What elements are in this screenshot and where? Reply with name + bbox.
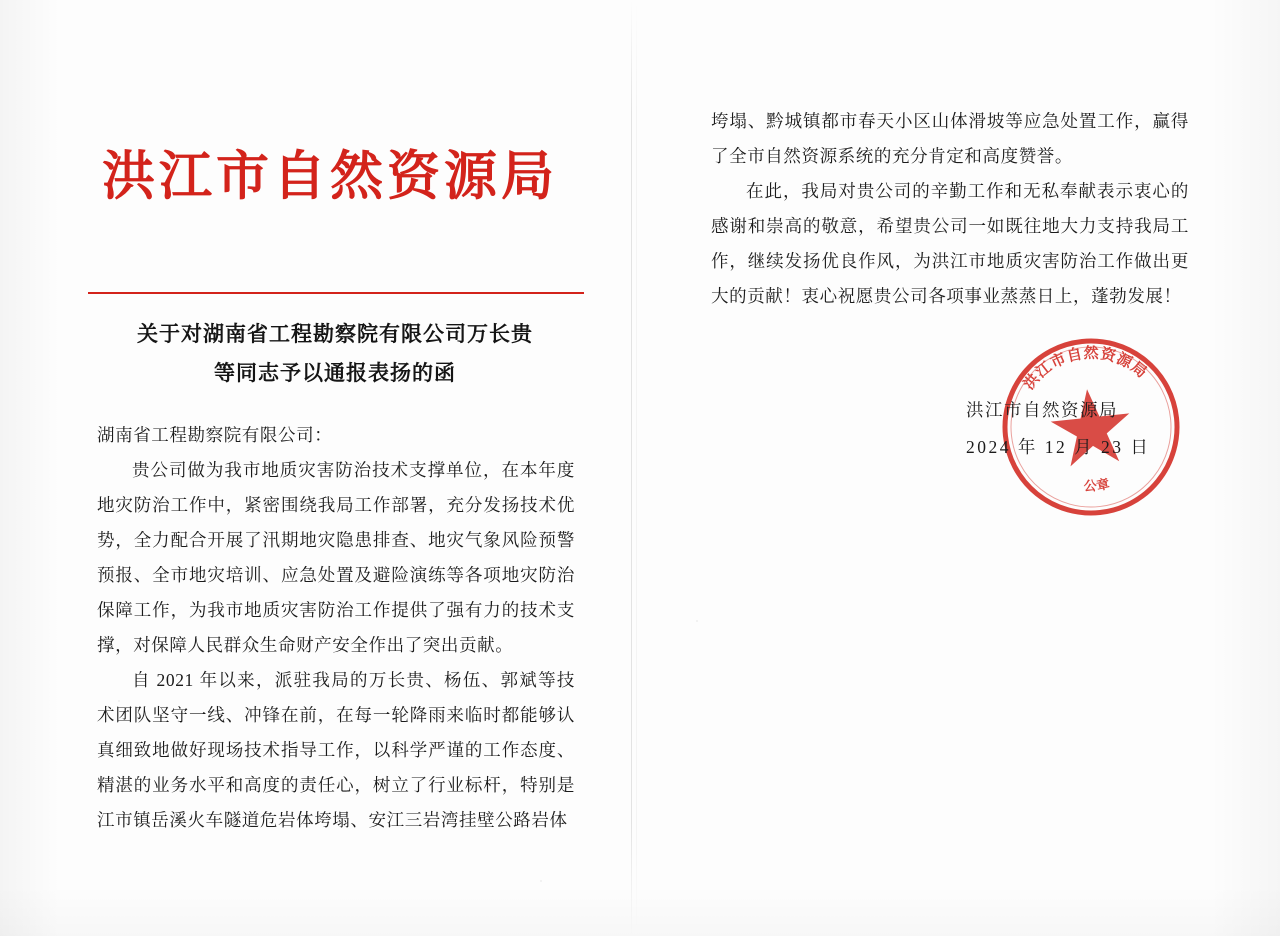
scan-speck	[540, 880, 542, 882]
letterhead-divider	[88, 292, 584, 294]
body-paragraph-2: 自 2021 年以来，派驻我局的万长贵、杨伍、郭斌等技术团队坚守一线、冲锋在前，在每一轮降雨来临时都能够认真细致地做好现场技术指导工作，以科学严谨的工作态度、精湛的业务水平和高度的责任心，树立了行业标杆，特别是江市镇岳溪火车隧道危岩体垮塌、安江三岩湾挂壁公路岩体	[97, 670, 575, 830]
document-body-right	[711, 104, 1189, 314]
signature-organization: 洪江市自然资源局	[966, 400, 1118, 420]
page-title	[95, 315, 575, 393]
scan-speck	[696, 620, 698, 622]
document-title-line-1: 关于对湖南省工程勘察院有限公司万长贵	[137, 322, 533, 346]
body-paragraph-1: 贵公司做为我市地质灾害防治技术支撑单位，在本年度地灾防治工作中，紧密围绕我局工作部署，充分发扬技术优势，全力配合开展了汛期地灾隐患排查、地灾气象风险预警预报、全市地灾培训、应急处置及避险演练等各项地灾防治保障工作，为我市地质灾害防治工作提供了强有力的技术支撑，对保障人民群众生命财产安全作出了突出贡献。	[97, 460, 575, 655]
document-title-line-2: 等同志予以通报表扬的函	[214, 360, 456, 385]
body-paragraph-3: 垮塌、黔城镇都市春天小区山体滑坡等应急处置工作，赢得了全市自然资源系统的充分肯定和高度赞誉。	[711, 111, 1189, 166]
svg-text:洪江市自然资源局	[1017, 337, 1152, 394]
document-body-left	[97, 418, 575, 838]
letterhead-title: 洪江市自然资源局	[102, 148, 558, 206]
salutation: 湖南省工程勘察院有限公司：	[97, 425, 333, 445]
document-page-left	[0, 0, 631, 936]
document-page-right	[636, 0, 1280, 936]
svg-text:公章	[1082, 475, 1112, 494]
seal-bottom-text: 公章	[1083, 475, 1113, 494]
signature-date: 2024 年 12 月 23 日	[966, 436, 1151, 457]
signature-block	[966, 392, 1196, 466]
body-paragraph-4: 在此，我局对贵公司的辛勤工作和无私奉献表示衷心的感谢和崇高的敬意，希望贵公司一如既往地大力支持我局工作，继续发扬优良作风，为洪江市地质灾害防治工作做出更大的贡献！衷心祝愿贵公司各项事业蒸蒸日上，蓬勃发展！	[711, 181, 1189, 306]
page-fold-seam	[631, 0, 632, 936]
seal-top-text: 洪江市自然资源局	[1021, 345, 1151, 394]
